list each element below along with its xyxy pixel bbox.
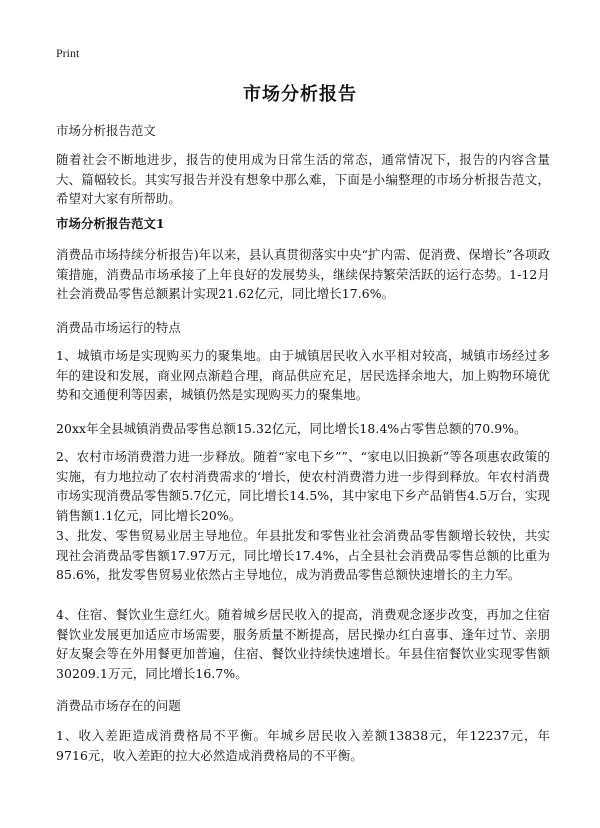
print-link[interactable]: Print <box>56 46 80 60</box>
body-paragraph: 4、住宿、餐饮业生意红火。随着城乡居民收入的提高，消费观念逐步改变，再加之住宿餐饮业发展更加适应市场需要，服务质量不断提高，居民操办红白喜事、逢年过节、亲朋好友聚会等在外用餐更加普遍，住宿、餐饮业持续快速增长。年县住宿餐饮业实现零售额30209.1万元，同比增长16.7%。 <box>56 607 550 681</box>
section-heading: 市场分析报告范文1 <box>56 216 165 231</box>
body-paragraph: 3、批发、零售贸易业居主导地位。年县批发和零售业社会消费品零售额增长较快，共实现社会消费品零售额17.97万元，同比增长17.4%，占全县社会消费品零售总额的比重为85.6%，批发零售贸易业依然占主导地位，成为消费品零售总额快速增长的主力军。 <box>56 528 550 583</box>
body-paragraph: 1、城镇市场是实现购买力的聚集地。由于城镇居民收入水平相对较高，城镇市场经过多年的建设和发展，商业网点渐趋合理，商品供应充足，居民选择余地大，加上购物环境优势和交通便利等因素，城镇仍然是实现购买力的聚集地。 <box>56 348 550 403</box>
body-paragraph: 消费品市场存在的问题 <box>56 698 181 713</box>
body-paragraph: 20xx年全县城镇消费品零售总额15.32亿元，同比增长18.4%占零售总额的70.9%。 <box>56 421 527 436</box>
body-paragraph: 消费品市场运行的特点 <box>56 320 181 335</box>
intro-paragraph: 随着社会不断地进步，报告的使用成为日常生活的常态，通常情况下，报告的内容含量大、篇幅较长。其实写报告并没有想象中那么难，下面是小编整理的市场分析报告范文，希望对大家有所帮助。 <box>56 152 550 207</box>
body-paragraph: 1、收入差距造成消费格局不平衡。年城乡居民收入差额13838元，年12237元，年9716元，收入差距的拉大必然造成消费格局的不平衡。 <box>56 728 550 763</box>
body-paragraph: 消费品市场持续分析报告)年以来，县认真贯彻落实中央“扩内需、促消费、保增长”各项政策措施，消费品市场承接了上年良好的发展势头，继续保持繁荣活跃的运行态势。1-12月社会消费品零售总额累计实现21.62亿元，同比增长17.6%。 <box>56 247 550 302</box>
body-paragraph: 2、农村市场消费潜力进一步释放。随着“家电下乡””、“家电以旧换新”等各项惠农政策的实施，有力地拉动了农村消费需求的‘增长，使农村消费潜力进一步得到释放。年农村消费市场实现消费品零售额5.7亿元，同比增长14.5%，其中家电下乡产品销售4.5万台，实现销售额1.1亿元，同比增长20%。 <box>56 449 550 523</box>
subtitle-paragraph: 市场分析报告范文 <box>56 123 156 138</box>
page-title: 市场分析报告 <box>243 84 357 105</box>
